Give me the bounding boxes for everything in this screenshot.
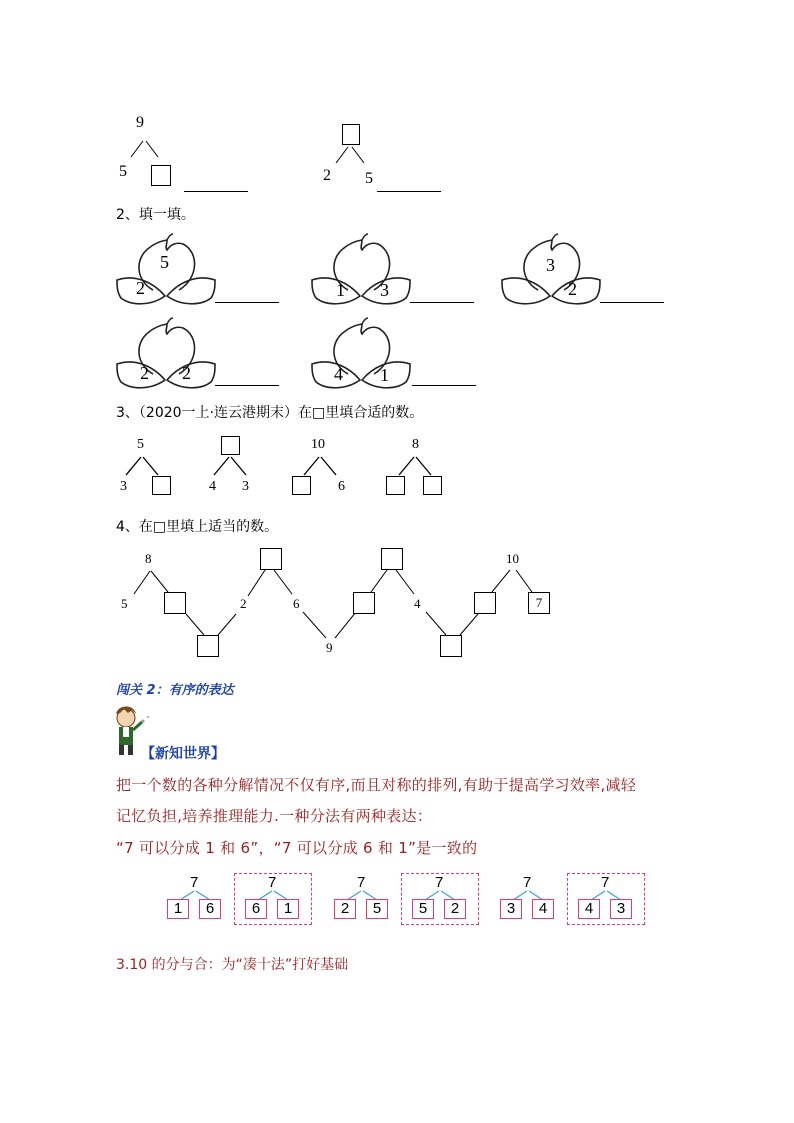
question-3-title: 3、（2020一上·连云港期末）在□里填合适的数。 (116, 405, 424, 421)
pair-top-number: 7 (601, 874, 610, 891)
pair-box: 4 (578, 899, 600, 919)
flower-right-number: 1 (380, 365, 389, 385)
pair-box: 6 (245, 899, 267, 919)
pair-box: 1 (167, 899, 189, 919)
zigzag-number: 4 (414, 596, 421, 611)
tree-left-number: 3 (120, 479, 127, 494)
tree-top-number: 8 (412, 437, 419, 452)
tree-right-number: 6 (338, 479, 345, 494)
pair-box: 2 (334, 899, 356, 919)
tree-top-number: 10 (311, 437, 325, 452)
paragraph-line-1: 把一个数的各种分解情况不仅有序,而且对称的排列,有助于提高学习效率,减轻 (116, 776, 637, 794)
pair-box: 5 (412, 899, 434, 919)
section-3-title: 3.10 的分与合：为“凑十法”打好基础 (116, 957, 349, 973)
section-subhead: 【新知世界】 (141, 746, 225, 762)
flower-right-number: 3 (380, 280, 389, 300)
zigzag-number: 9 (326, 640, 333, 655)
zigzag-number: 6 (293, 596, 300, 611)
tree-left-number: 4 (209, 479, 216, 494)
tree-right-number: 5 (365, 170, 373, 187)
flower-right-number: 2 (568, 279, 577, 299)
pair-box: 2 (444, 899, 466, 919)
pair-top-number: 7 (523, 874, 532, 891)
question-4-title: 4、在□里填上适当的数。 (116, 519, 279, 535)
flower-right-number: 2 (182, 363, 191, 383)
tree-left-number: 2 (323, 167, 331, 184)
paragraph-line-2: 记忆负担,培养推理能力.一种分法有两种表达： (116, 807, 433, 825)
pair-box: 5 (366, 899, 388, 919)
zigzag-number: 8 (145, 551, 152, 566)
flower-top-number: 3 (546, 255, 555, 275)
pair-box: 1 (277, 899, 299, 919)
flower-left-number: 1 (336, 280, 345, 300)
zigzag-number: 7 (535, 595, 543, 610)
tree-top-number: 9 (136, 114, 144, 131)
pair-top-number: 7 (190, 874, 199, 891)
zigzag-number: 2 (240, 596, 247, 611)
question-2-title: 2、填一填。 (116, 207, 195, 223)
flower-left-number: 4 (334, 364, 343, 384)
flower-left-number: 2 (136, 278, 145, 298)
pair-box: 6 (199, 899, 221, 919)
flower-top-number: 5 (160, 252, 169, 272)
zigzag-number: 5 (121, 596, 128, 611)
pair-top-number: 7 (268, 874, 277, 891)
pair-box: 3 (610, 899, 632, 919)
zigzag-number: 10 (506, 551, 519, 566)
tree-top-number: 5 (137, 437, 144, 452)
pair-top-number: 7 (435, 874, 444, 891)
flower-left-number: 2 (140, 363, 149, 383)
tree-right-number: 3 (242, 479, 249, 494)
pair-box: 3 (500, 899, 522, 919)
pair-top-number: 7 (357, 874, 366, 891)
tree-left-number: 5 (119, 163, 127, 180)
section-2-title: 闯关 2：有序的表达 (116, 683, 234, 698)
quote-line: “7 可以分成 1 和 6”，“7 可以分成 6 和 1”是一致的 (116, 839, 478, 857)
pair-box: 4 (532, 899, 554, 919)
